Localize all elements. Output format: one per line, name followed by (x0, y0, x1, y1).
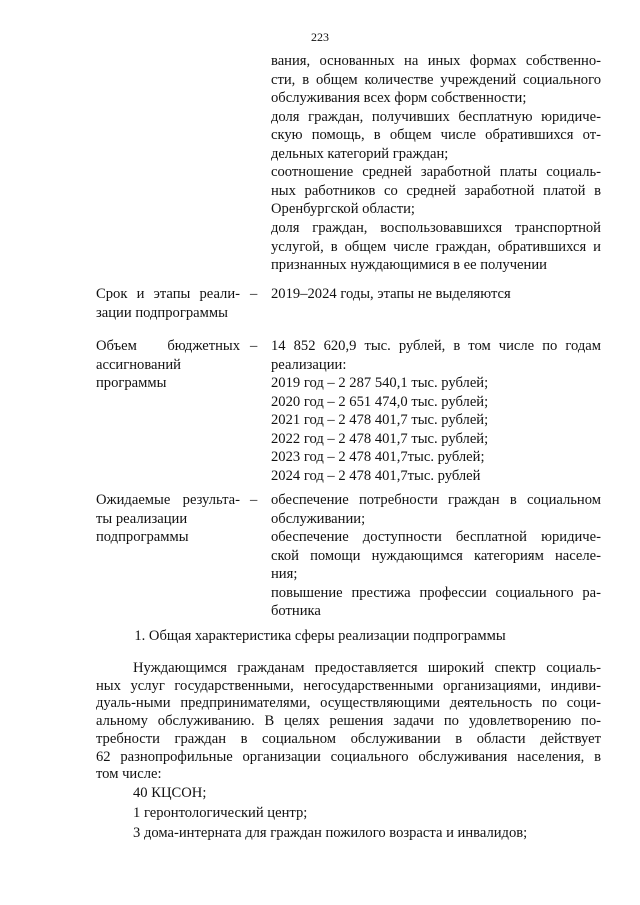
row-label-line: зации подпрограммы (96, 304, 228, 321)
body-line: том числе: (96, 766, 162, 783)
row-value-line: ской помощи нуждающимся категориям населе- (271, 547, 601, 564)
row-value-line: 2023 год – 2 478 401,7тыс. рублей; (271, 449, 485, 466)
indicator-line: признанных нуждающимися в ее получении (271, 257, 547, 274)
list-item: 1 геронтологический центр; (133, 805, 308, 821)
row-value-line: 2024 год – 2 478 401,7тыс. рублей (271, 467, 481, 484)
row-value-line: повышение престижа профессии социального ра- (271, 584, 601, 601)
row-value-line: реализации: (271, 356, 347, 373)
indicator-line: соотношение средней заработной платы социаль- (271, 164, 601, 181)
row-label-line: Ожидаемые результа- (96, 492, 240, 508)
indicator-line: ных работников со средней заработной платой в (271, 182, 601, 199)
row-value-line: обеспечение потребности граждан в социальном (271, 492, 601, 508)
indicator-line: сти, в общем количестве учреждений социального (271, 71, 601, 88)
row-value-line: обеспечение доступности бесплатной юридиче- (271, 529, 601, 546)
indicator-line: Оренбургской области; (271, 201, 415, 218)
list-item: 40 КЦСОН; (133, 785, 207, 801)
row-label-line: ассигнований (96, 356, 181, 373)
row-label-line: Объем бюджетных (96, 338, 240, 354)
body-line: ных услуг государственными, негосударственными организациями, индиви- (96, 677, 601, 694)
body-line: Нуждающимся гражданам предоставляется широкий спектр социаль- (133, 660, 601, 676)
list-item: 3 дома-интерната для граждан пожилого возраста и инвалидов; (133, 825, 528, 841)
row-dash: – (250, 338, 258, 354)
row-value-line: ботника (271, 603, 321, 620)
indicator-line: доля граждан, получивших бесплатную юридиче- (271, 108, 601, 125)
row-dash: – (250, 286, 258, 302)
row-label-line: Срок и этапы реали- (96, 286, 240, 302)
indicator-line: скую помощь, в общем числе обратившихся от- (271, 127, 601, 144)
row-value-line: 2019 год – 2 287 540,1 тыс. рублей; (271, 375, 489, 392)
row-label-line: программы (96, 375, 167, 392)
section-heading: 1. Общая характеристика сферы реализации подпрограммы (134, 628, 506, 644)
row-value-line: обслуживании; (271, 510, 366, 527)
row-value-line: 2021 год – 2 478 401,7 тыс. рублей; (271, 412, 489, 429)
row-value-line: 2020 год – 2 651 474,0 тыс. рублей; (271, 393, 489, 410)
row-dash: – (250, 492, 258, 508)
row-value-line: 2019–2024 годы, этапы не выделяются (271, 286, 511, 302)
page-number: 223 (311, 30, 329, 44)
row-value-line: 14 852 620,9 тыс. рублей, в том числе по годам (271, 338, 601, 354)
body-line: 62 разнопрофильные организации социального обслуживания населения, в (96, 748, 601, 765)
body-line: требности граждан в социальном обслуживании в области действует (96, 730, 601, 747)
row-label-line: ты реализации (96, 510, 188, 527)
body-line: альному обслуживанию. В целях решения задачи по удовлетворению по- (96, 713, 601, 730)
row-value-line: ния; (271, 566, 298, 583)
indicator-line: доля граждан, воспользовавшихся транспортной (271, 219, 601, 236)
body-line: дуаль-ными предпринимателями, осуществляющими деятельность по соци- (96, 695, 601, 712)
row-label-line: подпрограммы (96, 529, 189, 546)
indicator-line: услугой, в общем числе граждан, обратившихся и (271, 238, 601, 255)
row-value-line: 2022 год – 2 478 401,7 тыс. рублей; (271, 430, 489, 447)
indicator-line: дельных категорий граждан; (271, 145, 449, 162)
indicator-line: обслуживания всех форм собственности; (271, 90, 527, 107)
indicator-line: вания, основанных на иных формах собственно- (271, 53, 601, 69)
